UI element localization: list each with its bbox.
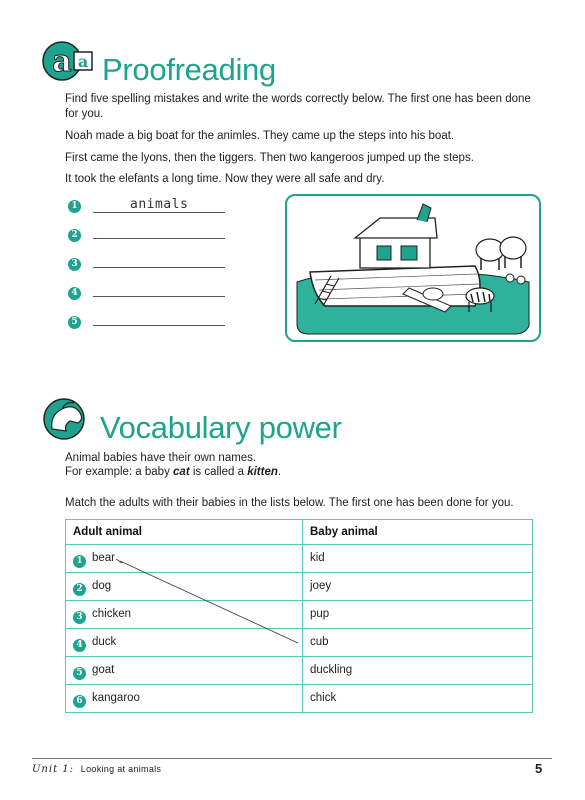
- noahs-ark-illustration: [285, 194, 541, 342]
- example-word-kitten: kitten: [247, 466, 278, 478]
- footer-unit-title: Looking at animals: [80, 764, 162, 774]
- svg-text:a: a: [77, 52, 89, 71]
- adult-cell[interactable]: [66, 657, 303, 685]
- baby-name: duckling: [310, 664, 353, 676]
- adult-cell[interactable]: [66, 685, 303, 713]
- answer-number-4: 4: [68, 287, 81, 300]
- passage-line-3: It took the elefants a long time. Now they were all safe and dry.: [65, 173, 385, 185]
- baby-name: joey: [310, 580, 332, 592]
- answer-number-1: 1: [68, 200, 81, 213]
- adult-name: bear: [92, 552, 116, 564]
- baby-cell[interactable]: [303, 601, 533, 629]
- header-baby-animal: Baby animal: [303, 520, 533, 545]
- row-number: 2: [73, 583, 86, 596]
- table-row: [66, 685, 533, 713]
- row-number: 1: [73, 555, 86, 568]
- answer-line-1[interactable]: [93, 212, 225, 213]
- baby-cell[interactable]: [303, 685, 533, 713]
- answer-number-3: 3: [68, 258, 81, 271]
- answer-line-5[interactable]: [93, 325, 225, 326]
- answer-line-4[interactable]: [93, 296, 225, 297]
- example-suffix: .: [277, 466, 282, 478]
- row-number: 4: [73, 639, 86, 652]
- answer-text-1: animals: [130, 197, 189, 212]
- adult-name: duck: [92, 636, 117, 648]
- adult-name: goat: [92, 664, 115, 676]
- row-number: 5: [73, 667, 86, 680]
- answer-line-2[interactable]: [93, 238, 225, 239]
- example-middle: is called a: [189, 466, 248, 478]
- proofreading-icon: [40, 40, 102, 82]
- adult-name: chicken: [92, 608, 131, 620]
- baby-name: cub: [310, 636, 329, 648]
- header-adult-animal: Adult animal: [66, 520, 303, 545]
- vocabulary-intro: Animal babies have their own names.: [65, 452, 257, 464]
- adult-name: kangaroo: [92, 692, 140, 704]
- footer-unit-label: Unit 1:: [32, 764, 74, 775]
- proofreading-title: Proofreading: [102, 52, 276, 87]
- page-number: 5: [535, 761, 543, 776]
- vocabulary-power-icon: [40, 395, 100, 441]
- baby-cell[interactable]: [303, 657, 533, 685]
- match-line-bear-cub: [110, 555, 310, 650]
- baby-cell[interactable]: [303, 545, 533, 573]
- adult-name: dog: [92, 580, 112, 592]
- row-number: 6: [73, 695, 86, 708]
- answer-number-5: 5: [68, 316, 81, 329]
- footer-divider: [32, 758, 552, 759]
- example-word-cat: cat: [173, 466, 190, 478]
- baby-cell[interactable]: [303, 573, 533, 601]
- row-number: 3: [73, 611, 86, 624]
- vocabulary-example: [65, 465, 281, 480]
- vocabulary-title: Vocabulary power: [100, 410, 342, 445]
- example-prefix: For example: a baby: [65, 466, 174, 478]
- passage-line-2: First came the lyons, then the tiggers. Then two kangeroos jumped up the steps.: [65, 152, 474, 164]
- baby-cell[interactable]: [303, 629, 533, 657]
- baby-name: pup: [310, 608, 330, 620]
- answer-number-2: 2: [68, 229, 81, 242]
- svg-text:a: a: [52, 44, 72, 79]
- baby-name: kid: [310, 552, 325, 564]
- answer-line-3[interactable]: [93, 267, 225, 268]
- passage-line-1: Noah made a big boat for the animles. They came up the steps into his boat.: [65, 130, 455, 142]
- baby-name: chick: [310, 692, 337, 704]
- footer-unit: [32, 764, 161, 775]
- table-row: [66, 657, 533, 685]
- proofreading-instruction: Find five spelling mistakes and write the words correctly below. The first one has been done for you.: [65, 93, 531, 120]
- vocabulary-instruction: Match the adults with their babies in the lists below. The first one has been done for you.: [65, 497, 514, 509]
